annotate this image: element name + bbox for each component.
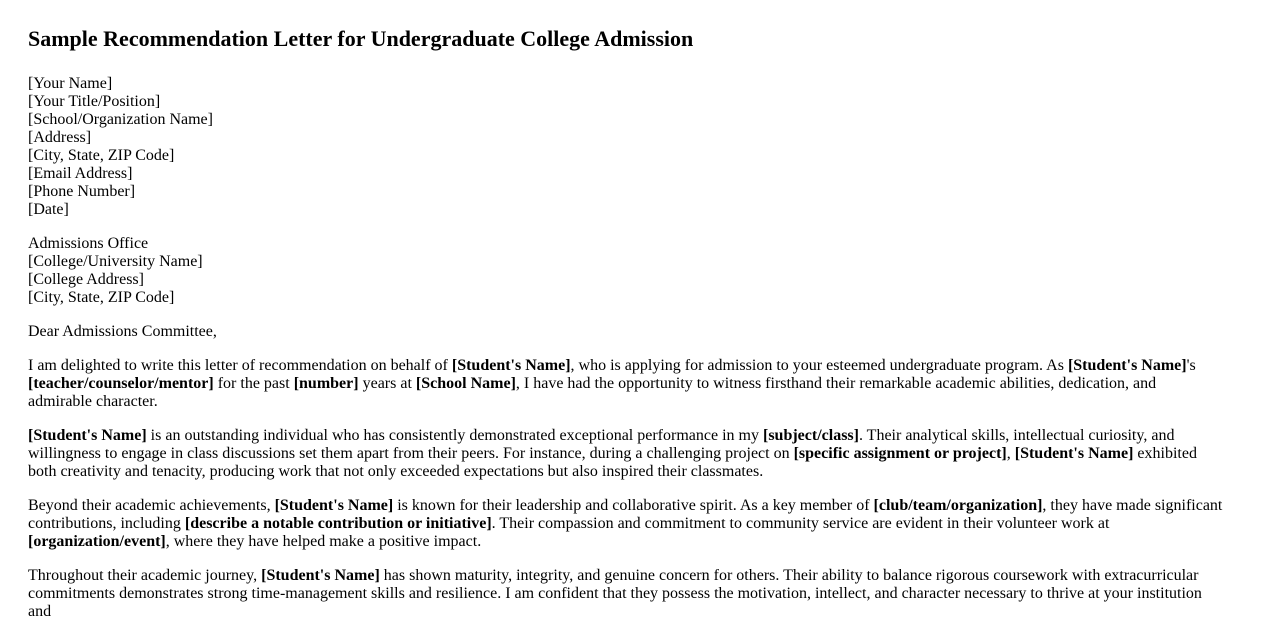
recipient-address-block: Admissions Office [College/University Name] [College Address] [City, State, ZIP Code] [28, 235, 203, 306]
letter-paragraph-leadership: Beyond their academic achievements, [Student's Name] is known for their leadership and collaborative spirit. As a key member of [club/team/organization], they have made significant contributions, including [describe a notable contribution or initiative]. Their compassion and commitment to community service are evident in their volunteer work at [organization/event], where they have helped make a positive impact. [28, 497, 1223, 550]
letter-paragraph-academics: [Student's Name] is an outstanding individual who has consistently demonstrated exceptional performance in my [subject/class]. Their analytical skills, intellectual curiosity, and willingness to engage in class discussions set them apart from their peers. For instance, during a challenging project on [specific assignment or project], [Student's Name] exhibited both creativity and tenacity, producing work that not only exceeded expectations but also inspired their classmates. [28, 427, 1197, 480]
letter-document [0, 26, 1278, 621]
letter-paragraph-intro: I am delighted to write this letter of recommendation on behalf of [Student's Name], who is applying for admission to your esteemed undergraduate program. As [Student's Name]'s [teacher/counselor/mentor] for the past [number] years at [School Name], I have had the opportunity to witness firsthand their remarkable academic abilities, dedication, and admirable character. [28, 357, 1196, 410]
salutation: Dear Admissions Committee, [28, 323, 217, 340]
sender-address-block: [Your Name] [Your Title/Position] [School/Organization Name] [Address] [City, State, ZIP Code] [Email Address] [Phone Number] [Date] [28, 75, 213, 218]
letter-paragraph-character: Throughout their academic journey, [Student's Name] has shown maturity, integrity, and genuine concern for others. Their ability to balance rigorous coursework with extracurricular commitments demonstrates strong time-management skills and resilience. I am confident that they possess the motivation, intellect, and character necessary to thrive at your institution and [28, 567, 1202, 620]
page-title: Sample Recommendation Letter for Undergraduate College Admission [28, 26, 694, 51]
